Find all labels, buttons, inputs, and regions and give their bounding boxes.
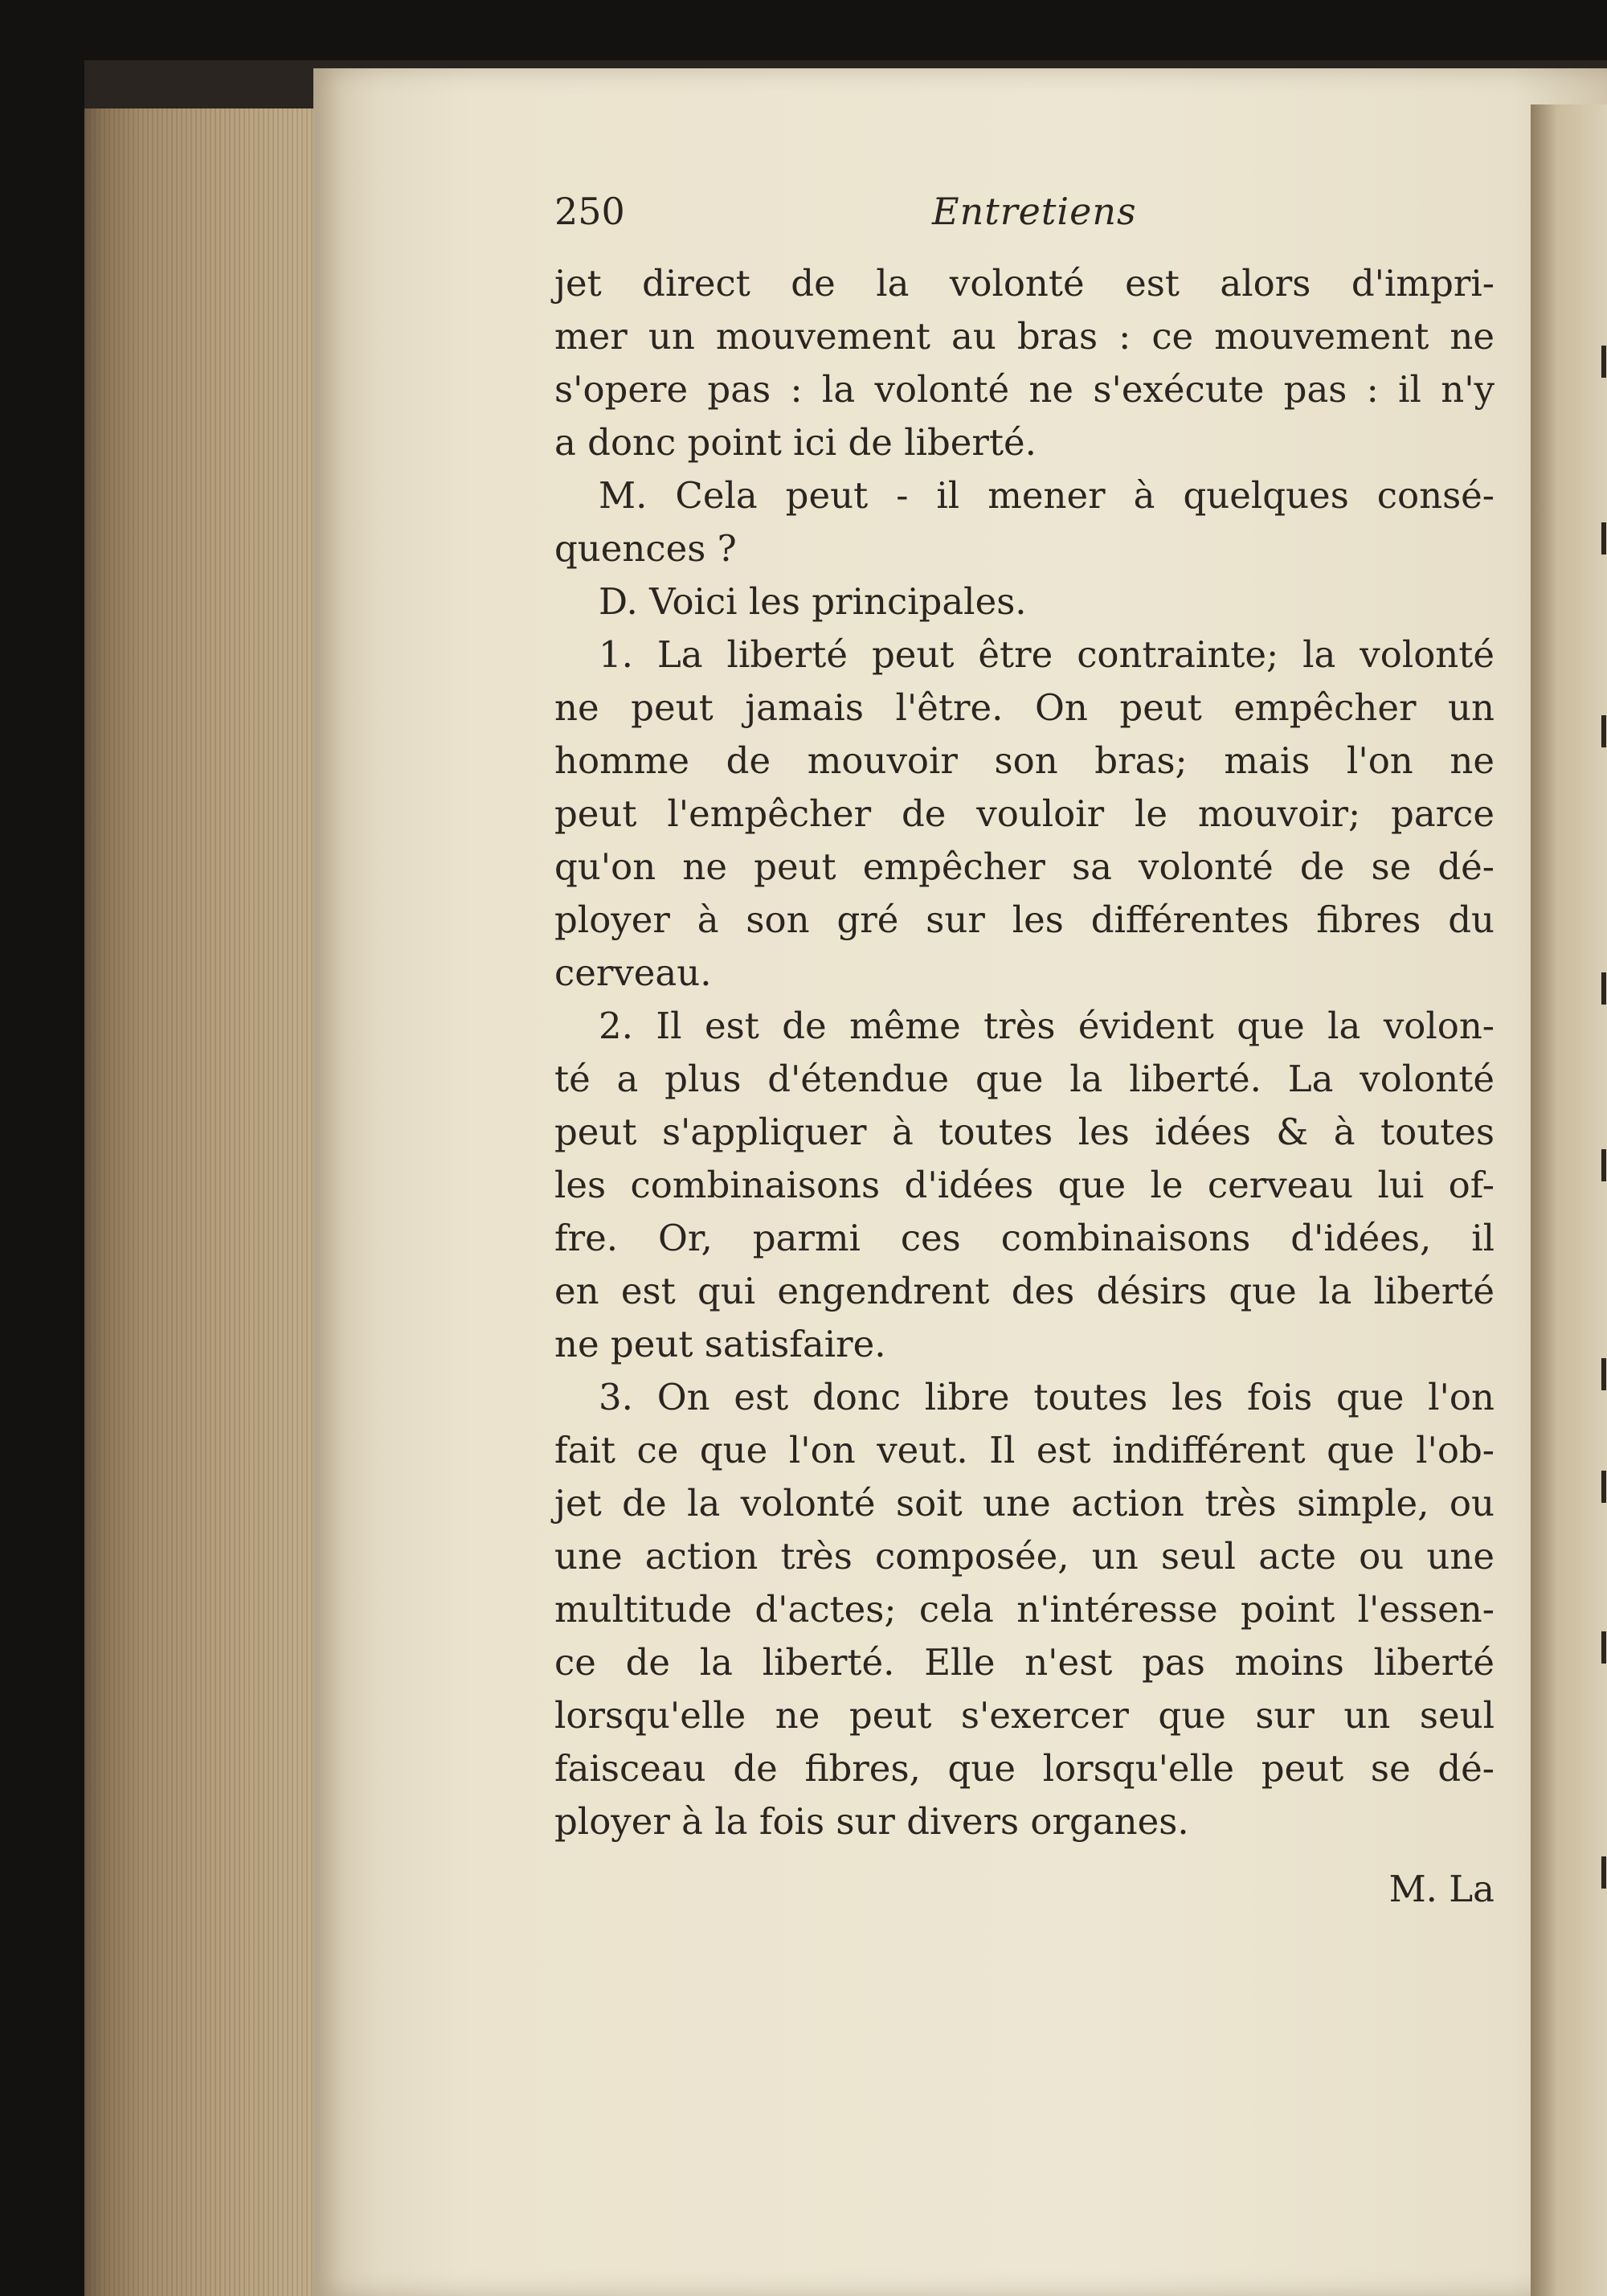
text-line: peut l'empêcher de vouloir le mouvoir; parce: [554, 792, 1495, 835]
page-number: 250: [554, 190, 625, 233]
text-line: homme de mouvoir son bras; mais l'on ne: [554, 739, 1495, 782]
text-line: peut s'appliquer à toutes les idées & à toutes: [554, 1111, 1495, 1153]
text-line: qu'on ne peut empêcher sa volonté de se dé-: [554, 845, 1495, 888]
text-line: ce de la liberté. Elle n'est pas moins liberté: [554, 1641, 1495, 1684]
text-line: 3. On est donc libre toutes les fois que l'on: [599, 1376, 1495, 1418]
text-line: jet direct de la volonté est alors d'impri-: [554, 262, 1495, 305]
text-line: une action très composée, un seul acte ou une: [554, 1535, 1495, 1578]
text-line: ployer à son gré sur les différentes fibres du: [554, 898, 1495, 941]
text-line: ne peut satisfaire.: [554, 1323, 886, 1365]
text-line: s'opere pas : la volonté ne s'exécute pas : il n'y: [554, 368, 1495, 411]
text-line: lorsqu'elle ne peut s'exercer que sur un seul: [554, 1694, 1495, 1737]
text-line: jet de la volonté soit une action très simple, ou: [554, 1482, 1495, 1525]
text-line: en est qui engendrent des désirs que la liberté: [554, 1270, 1495, 1312]
text-line: 2. Il est de même très évident que la volon-: [599, 1005, 1495, 1047]
text-line: les combinaisons d'idées que le cerveau lui of-: [554, 1164, 1495, 1206]
facing-page-edge: [1531, 104, 1607, 2296]
text-line: D. Voici les principales.: [599, 580, 1027, 623]
running-head: Entretiens: [932, 190, 1137, 233]
text-line: té a plus d'étendue que la liberté. La volonté: [554, 1058, 1495, 1100]
text-line: quences ?: [554, 527, 737, 570]
text-line: 1. La liberté peut être contrainte; la volonté: [599, 633, 1495, 676]
text-line: mer un mouvement au bras : ce mouvement ne: [554, 315, 1495, 358]
page-text: [554, 185, 1495, 1916]
text-line: a donc point ici de liberté.: [554, 421, 1037, 464]
text-line: ne peut jamais l'être. On peut empêcher un: [554, 686, 1495, 729]
page-header: [554, 185, 1495, 257]
text-line: fait ce que l'on veut. Il est indifférent que l'ob-: [554, 1429, 1495, 1471]
text-line: multitude d'actes; cela n'intéresse point l'essen-: [554, 1588, 1495, 1631]
catchword: M. La: [1388, 1868, 1495, 1910]
text-line: M. Cela peut - il mener à quelques consé-: [599, 474, 1495, 517]
text-line: fre. Or, parmi ces combinaisons d'idées, il: [554, 1217, 1495, 1259]
text-line: ployer à la fois sur divers organes.: [554, 1800, 1189, 1843]
text-line: cerveau.: [554, 952, 712, 994]
text-line: faisceau de fibres, que lorsqu'elle peut se dé-: [554, 1747, 1495, 1790]
